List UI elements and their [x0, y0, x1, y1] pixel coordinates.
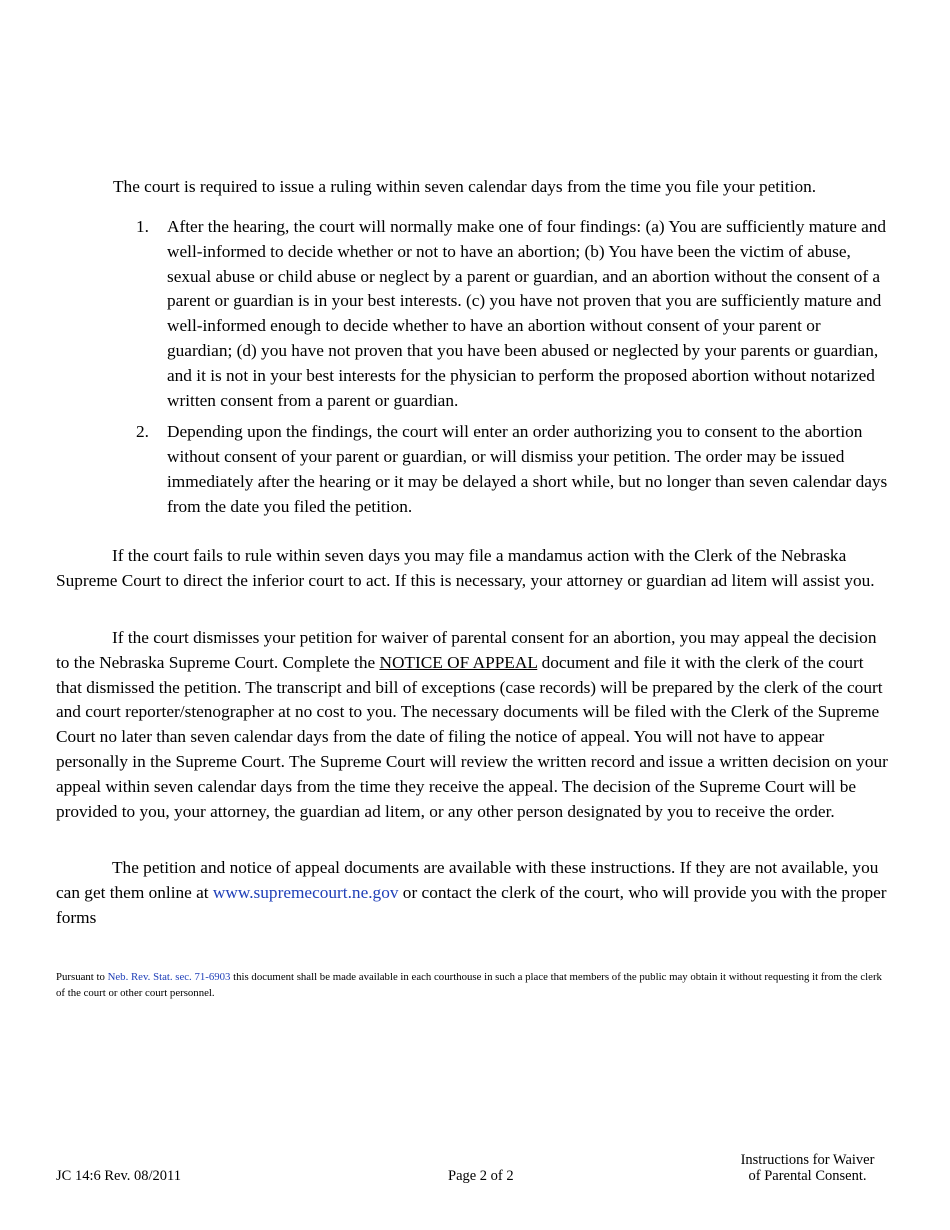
forms-text-after: or contact the clerk of the court, who will provide you with the proper forms	[56, 882, 887, 927]
form-revision-code: JC 14:6 Rev. 08/2011	[56, 1168, 181, 1184]
appeal-text-after: document and file it with the clerk of the court that dismissed the petition. The transcript and bill of exceptions (case records) will be prepared by the clerk of the court and court reporter/stenographer at no cost to you. The necessary documents will be filed with the Clerk of the Supreme Court no later than seven calendar days from the date of filing the notice of appeal. You will not have to appear personally in the Supreme Court. The Supreme Court will review the written record and issue a written decision on your appeal within seven calendar days from the time they receive the appeal. The decision of the Supreme Court will be provided to you, your attorney, the guardian ad litem, or any other person designated by you to receive the order.	[56, 652, 888, 821]
list-item	[113, 215, 888, 413]
appeal-text-before: If the court dismisses your petition for waiver of parental consent for an abortion, you may appeal the decision to the Nebraska Supreme Court. Complete the	[56, 628, 877, 672]
forms-text-before: The petition and notice of appeal documents are available with these instructions. If they are not available, you can get them online at	[56, 858, 879, 902]
appeal-paragraph	[56, 626, 891, 824]
list-item-number: 1.	[136, 217, 149, 236]
list-item	[113, 420, 888, 519]
footer-title-line-1: Instructions for Waiver	[740, 1152, 875, 1168]
ruling-deadline-paragraph: The court is required to issue a ruling within seven calendar days from the time you file your petition.	[113, 177, 817, 196]
list-item-text: Depending upon the findings, the court will enter an order authorizing you to consent to the abortion without consent of your parent or guardian, or will dismiss your petition. The order may be issued immediately after the hearing or it may be delayed a short while, but no longer than seven calendar days from the date you filed the petition.	[167, 422, 888, 516]
footer-title-line-2: of Parental Consent.	[748, 1168, 867, 1184]
supreme-court-website-link[interactable]: www.supremecourt.ne.gov	[212, 882, 399, 902]
mandamus-paragraph: If the court fails to rule within seven days you may file a mandamus action with the Clerk of the Nebraska Supreme Court to direct the inferior court to act. If this is necessary, your attorney or guardian ad litem will assist you.	[56, 546, 875, 590]
statute-footnote	[56, 969, 891, 1001]
findings-list	[113, 215, 888, 520]
page-number: Page 2 of 2	[448, 1168, 514, 1184]
notice-of-appeal-reference: NOTICE OF APPEAL	[379, 652, 538, 672]
footnote-text-before: Pursuant to	[56, 971, 108, 983]
list-item-text: After the hearing, the court will normally make one of four findings: (a) You are sufficiently mature and well-informed to decide whether or not to have an abortion; (b) You have been the victim of abuse, sexual abuse or child abuse or neglect by a parent or guardian, and an abortion without the consent of a parent or guardian is in your best interests. (c) you have not proven that you are sufficiently mature and well-informed enough to decide whether to have an abortion without consent of your parent or guardian; (d) you have not proven that you have been abused or neglected by your parents or guardian, and it is not in your best interests for the physician to perform the proposed abortion without notarized written consent from a parent or guardian.	[167, 217, 887, 410]
footnote-text-after: this document shall be made available in each courthouse in such a place that members of the public may obtain it without requesting it from the clerk of the court or other court personnel.	[56, 971, 882, 999]
document-title-footer	[720, 1152, 895, 1184]
statute-link[interactable]: Neb. Rev. Stat. sec. 71-6903	[107, 971, 231, 983]
forms-availability-paragraph	[56, 856, 891, 930]
list-item-number: 2.	[136, 422, 149, 442]
